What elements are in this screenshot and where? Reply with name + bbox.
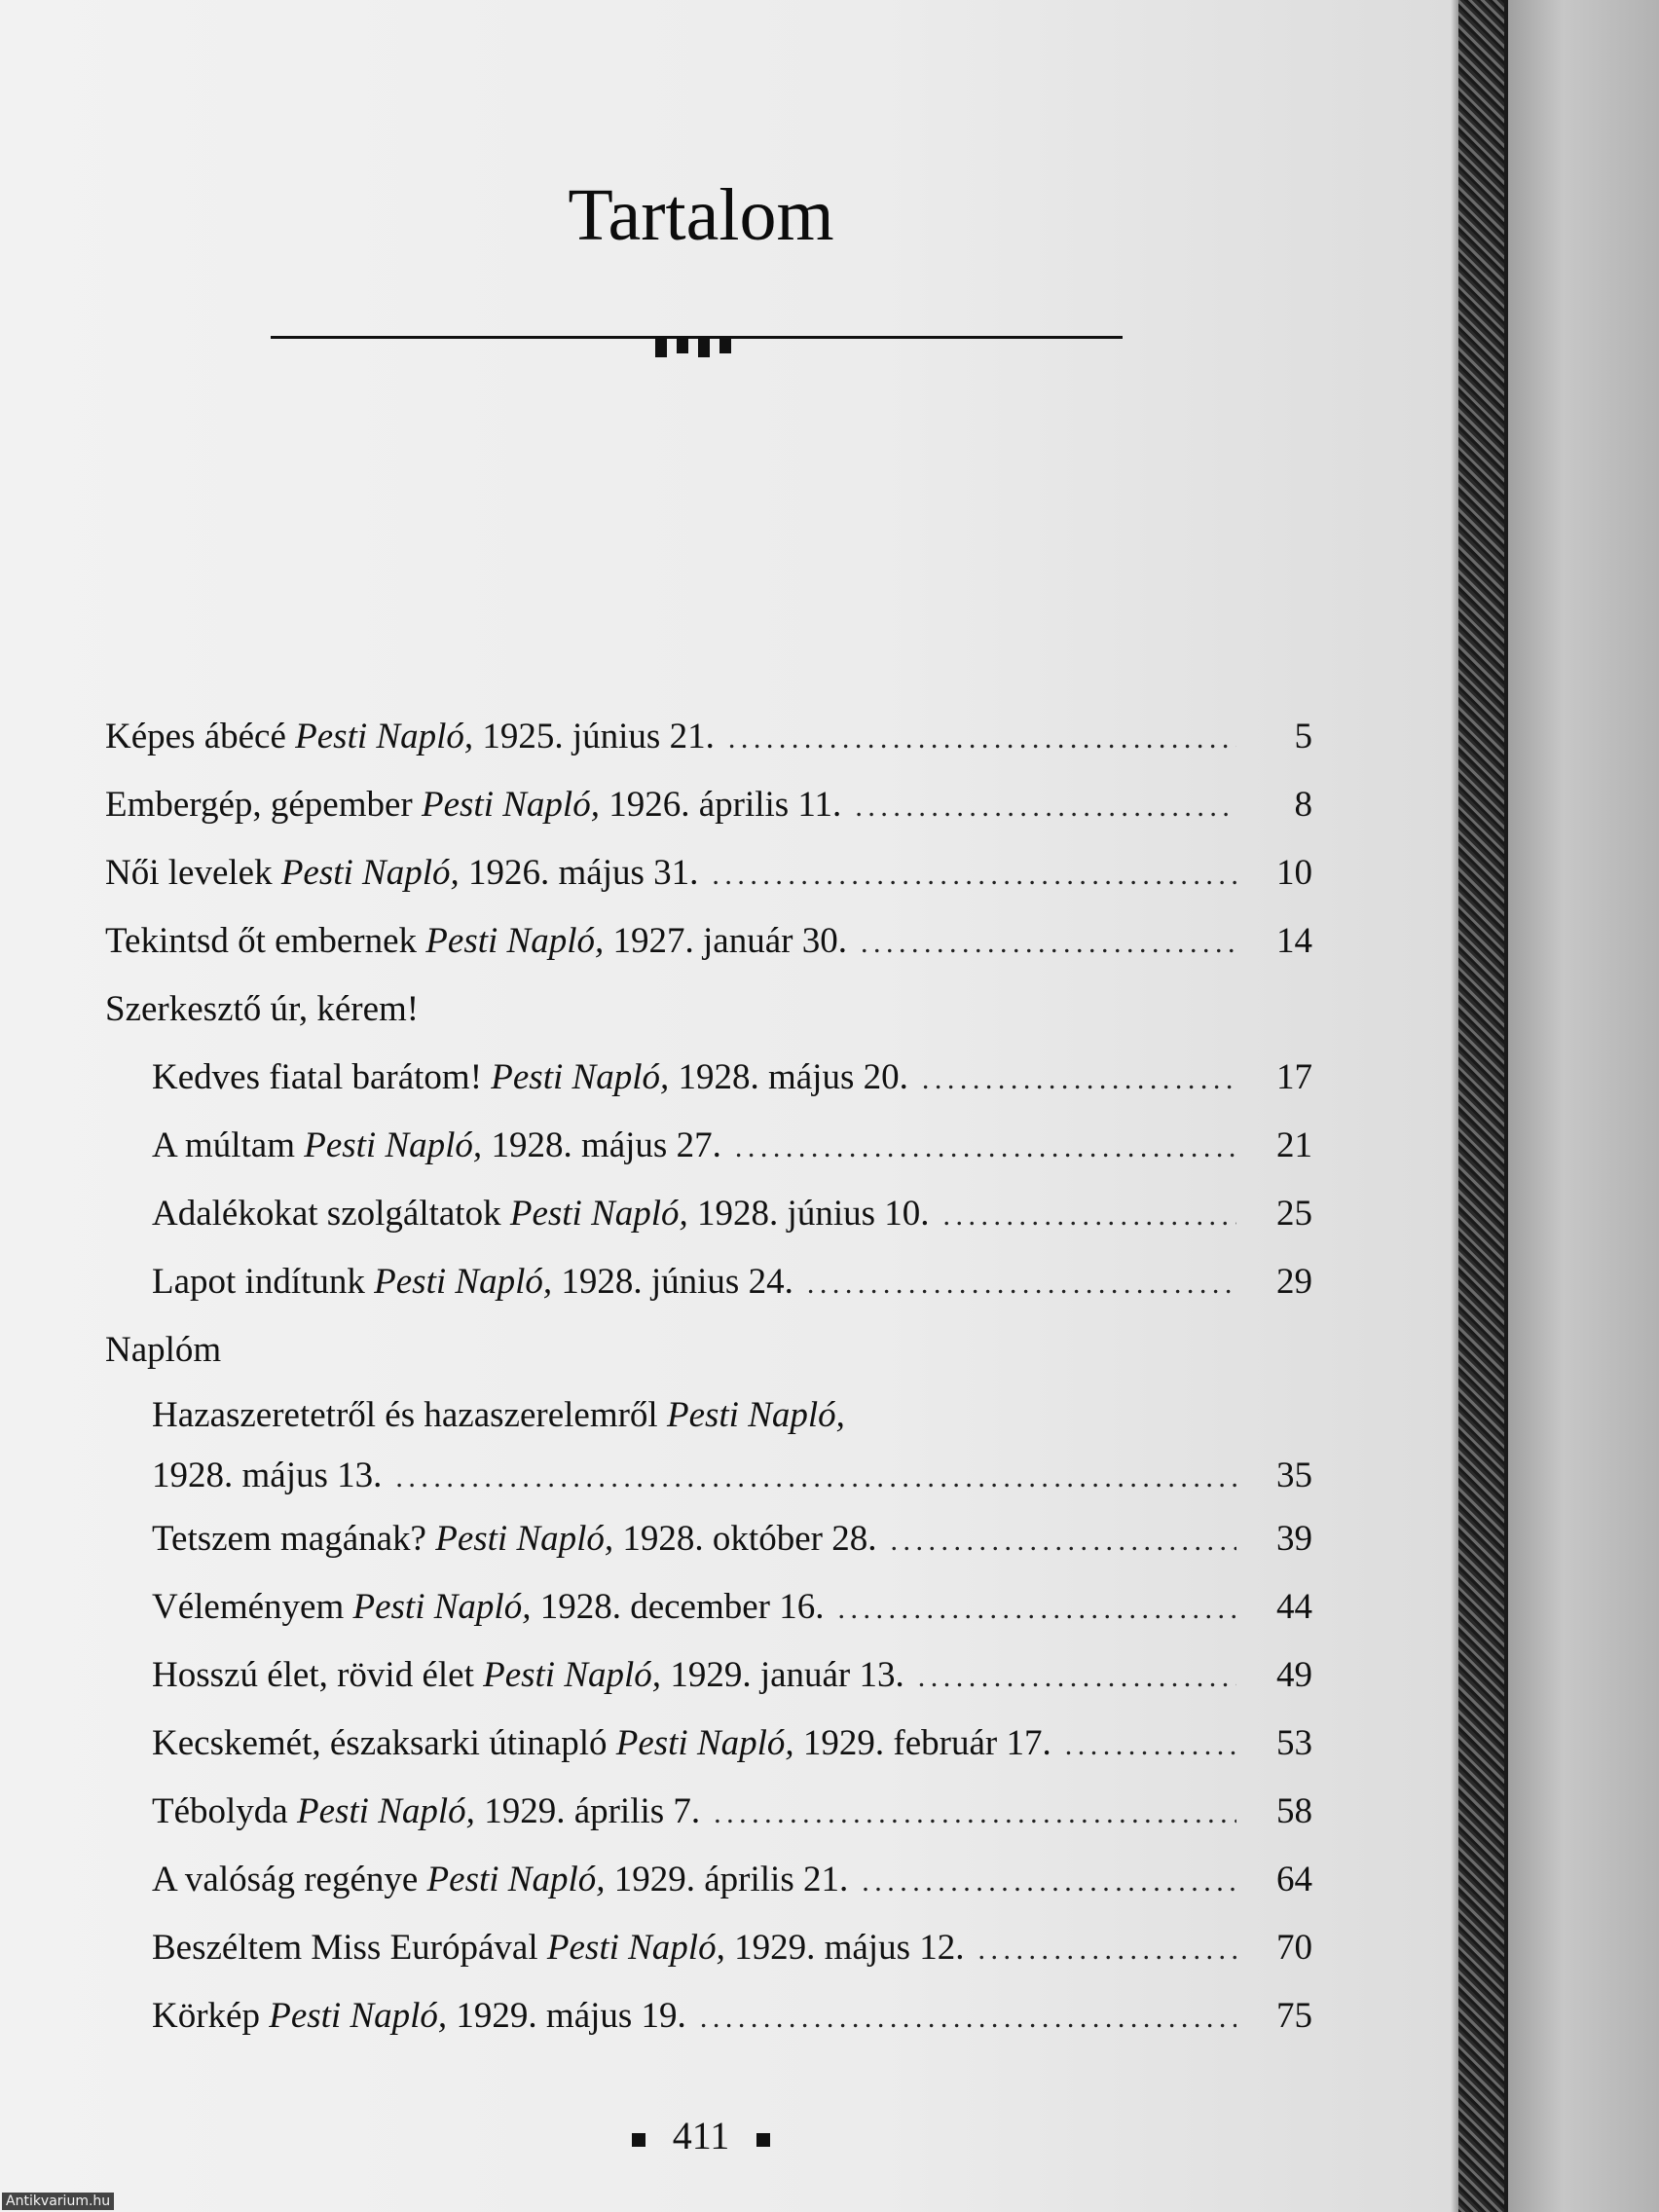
- dot-leader: [1065, 1712, 1236, 1780]
- page-number: 411: [672, 2114, 730, 2157]
- entry-title: Női levelek: [105, 853, 273, 893]
- entry-page: 21: [1276, 1125, 1312, 1165]
- entry-page: 58: [1276, 1791, 1312, 1831]
- entry-date: 1926. május 31.: [468, 853, 699, 893]
- toc-entry[interactable]: [105, 1044, 1312, 1112]
- entry-source: Pesti Napló,: [426, 1860, 606, 1899]
- entry-source: Pesti Napló,: [435, 1519, 614, 1559]
- dot-leader: [890, 1507, 1236, 1575]
- entry-date: 1927. január 30.: [612, 921, 847, 961]
- entry-source: Pesti Napló,: [352, 1587, 532, 1627]
- entry-page: 35: [1276, 1456, 1312, 1495]
- entry-title: Embergép, gépember: [105, 785, 413, 825]
- ornament-bar: [698, 336, 710, 357]
- entry-date: 1928. május 27.: [491, 1125, 721, 1165]
- section-title: Naplóm: [105, 1330, 222, 1370]
- entry-source: Pesti Napló,: [295, 717, 474, 756]
- entry-date: 1929. február 17.: [802, 1723, 1051, 1763]
- entry-page: 14: [1276, 921, 1312, 961]
- toc-entry[interactable]: [105, 1112, 1312, 1180]
- toc-entry[interactable]: [105, 1641, 1312, 1710]
- page-footer: [0, 2113, 1402, 2158]
- entry-source: Pesti Napló,: [615, 1723, 794, 1763]
- entry-page: 70: [1276, 1928, 1312, 1968]
- background-surface: [1499, 0, 1659, 2212]
- page-title: Tartalom: [568, 174, 834, 256]
- entry-page: 44: [1276, 1587, 1312, 1627]
- entry-date: 1928. május 20.: [678, 1057, 908, 1097]
- entry-source: Pesti Napló,: [483, 1655, 662, 1695]
- entry-title: Véleményem: [152, 1587, 345, 1627]
- toc-entry[interactable]: [105, 839, 1312, 907]
- toc-entry[interactable]: [105, 1710, 1312, 1778]
- toc-entry[interactable]: [105, 1846, 1312, 1914]
- ornament-bar: [655, 336, 667, 357]
- toc-entry[interactable]: [105, 1248, 1312, 1316]
- entry-source: Pesti Napló,: [425, 921, 605, 961]
- dot-leader: [861, 909, 1236, 977]
- entry-source: Pesti Napló,: [280, 853, 460, 893]
- entry-page: 49: [1276, 1655, 1312, 1695]
- ornament-bar: [677, 336, 688, 353]
- dot-leader: [838, 1575, 1237, 1643]
- entry-title: Tetszem magának?: [152, 1519, 426, 1559]
- entry-source: Pesti Napló,: [269, 1996, 448, 2036]
- entry-date: 1929. április 21.: [613, 1860, 849, 1899]
- section-heading: [105, 1316, 1312, 1384]
- entry-page: 75: [1276, 1996, 1312, 2036]
- dot-leader: [943, 1182, 1236, 1250]
- dot-leader: [922, 1046, 1236, 1114]
- entry-date: 1929. május 12.: [734, 1928, 965, 1968]
- entry-source: Pesti Napló,: [422, 785, 600, 825]
- entry-title: A valóság regénye: [152, 1860, 419, 1899]
- entry-title: Kecskemét, északsarki útinapló: [152, 1723, 608, 1763]
- entry-date: 1928. október 28.: [622, 1519, 877, 1559]
- entry-source: Pesti Napló,: [304, 1125, 483, 1165]
- section-heading: [105, 976, 1312, 1044]
- entry-title: A múltam: [152, 1125, 295, 1165]
- entry-date: 1928. június 10.: [697, 1194, 930, 1234]
- dot-leader: [918, 1643, 1236, 1712]
- dot-leader: [714, 1780, 1236, 1848]
- entry-page: 25: [1276, 1194, 1312, 1234]
- entry-date: 1926. április 11.: [608, 785, 842, 825]
- entry-date: 1929. április 7.: [484, 1791, 701, 1831]
- toc-entry[interactable]: [105, 907, 1312, 976]
- dot-leader: [728, 705, 1236, 773]
- entry-title: Hosszú élet, rövid élet: [152, 1655, 474, 1695]
- dot-leader: [712, 841, 1236, 909]
- title-rule: [271, 336, 1123, 339]
- entry-title: Tébolyda: [152, 1791, 288, 1831]
- table-of-contents: [105, 703, 1312, 2050]
- entry-source: Pesti Napló,: [666, 1395, 845, 1435]
- entry-title: Lapot indítunk: [152, 1262, 365, 1302]
- entry-page: 17: [1276, 1057, 1312, 1097]
- entry-source: Pesti Napló,: [374, 1262, 553, 1302]
- square-bullet-icon: [632, 2133, 645, 2147]
- entry-source: Pesti Napló,: [509, 1194, 688, 1234]
- entry-page: 29: [1276, 1262, 1312, 1302]
- dot-leader: [862, 1848, 1236, 1916]
- entry-title: Beszéltem Miss Európával: [152, 1928, 538, 1968]
- toc-entry[interactable]: [105, 1384, 1312, 1505]
- dot-leader: [700, 1984, 1236, 2052]
- toc-entry[interactable]: [105, 1982, 1312, 2050]
- square-bullet-icon: [756, 2133, 770, 2147]
- entry-source: Pesti Napló,: [546, 1928, 725, 1968]
- toc-entry[interactable]: [105, 703, 1312, 771]
- dot-leader: [807, 1250, 1236, 1318]
- page-edge-shadow: [1451, 0, 1458, 2212]
- entry-page: 53: [1276, 1723, 1312, 1763]
- entry-date: 1929. január 13.: [670, 1655, 904, 1695]
- toc-entry[interactable]: [105, 1505, 1312, 1573]
- entry-date: 1925. június 21.: [482, 717, 715, 756]
- entry-page: 10: [1276, 853, 1312, 893]
- dot-leader: [977, 1916, 1236, 1984]
- entry-title: Kedves fiatal barátom!: [152, 1057, 483, 1097]
- entry-date: 1928. december 16.: [539, 1587, 825, 1627]
- entry-title: Körkép: [152, 1996, 260, 2036]
- entry-page: 64: [1276, 1860, 1312, 1899]
- dot-leader: [735, 1114, 1236, 1182]
- dot-leader: [395, 1449, 1236, 1507]
- entry-source: Pesti Napló,: [491, 1057, 670, 1097]
- toc-entry[interactable]: [105, 1914, 1312, 1982]
- dot-leader: [855, 773, 1236, 841]
- book-spine: [1457, 0, 1504, 2212]
- spine-edge: [1504, 0, 1508, 2212]
- entry-page: 39: [1276, 1519, 1312, 1559]
- entry-title: Tekintsd őt embernek: [105, 921, 418, 961]
- watermark: Antikvarium.hu: [2, 2193, 114, 2210]
- toc-entry[interactable]: [105, 1778, 1312, 1846]
- entry-title: Adalékokat szolgáltatok: [152, 1194, 501, 1234]
- entry-title: Hazaszeretetről és hazaszerelemről: [152, 1395, 658, 1435]
- entry-date: 1928. június 24.: [561, 1262, 793, 1302]
- entry-source: Pesti Napló,: [296, 1791, 475, 1831]
- entry-page: 8: [1294, 785, 1312, 825]
- section-title: Szerkesztő úr, kérem!: [105, 989, 420, 1029]
- toc-entry[interactable]: [105, 1573, 1312, 1641]
- entry-page: 5: [1294, 717, 1312, 756]
- entry-title: Képes ábécé: [105, 717, 286, 756]
- entry-date: 1928. május 13.: [152, 1456, 383, 1495]
- toc-entry[interactable]: [105, 1180, 1312, 1248]
- ornament-bar: [719, 336, 731, 353]
- toc-entry[interactable]: [105, 771, 1312, 839]
- entry-date: 1929. május 19.: [456, 1996, 686, 2036]
